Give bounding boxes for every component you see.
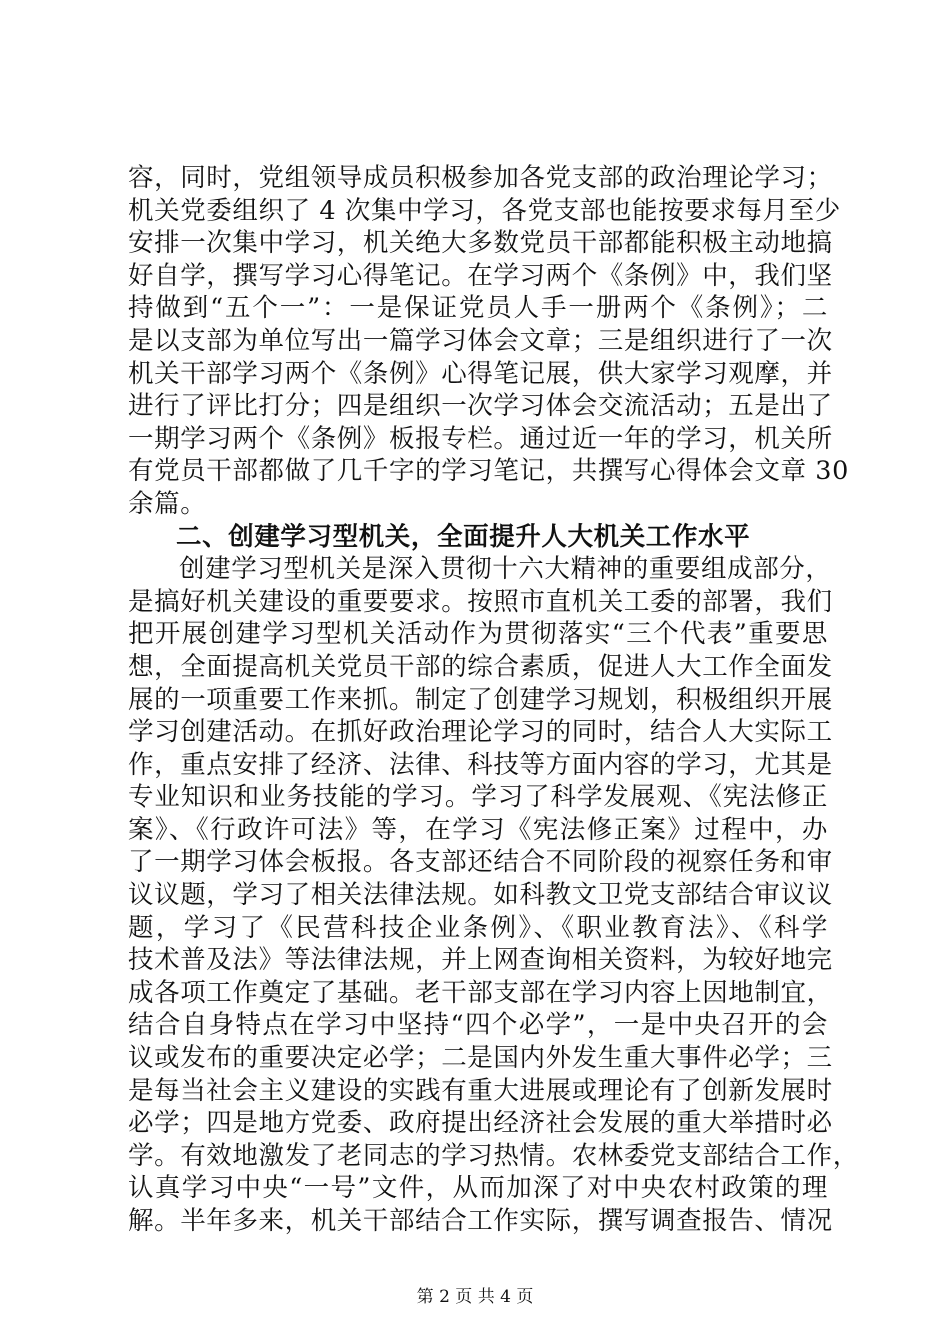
text-line: 展的一项重要工作来抓。制定了创建学习规划，积极组织开展 (128, 684, 833, 715)
body-text (128, 162, 859, 1238)
text-line: 技术普及法》等法律法规，并上网查询相关资料，为较好地完 (128, 945, 833, 976)
text-line: 把开展创建学习型机关活动作为贯彻落实“三个代表”重要思 (128, 619, 828, 650)
text-line: 题，学习了《民营科技企业条例》、《职业教育法》、《科学 (128, 912, 828, 943)
text-line: 有党员干部都做了几千字的学习笔记，共撰写心得体会文章 30 (128, 456, 849, 487)
text-line: 议或发布的重要决定必学；二是国内外发生重大事件必学；三 (128, 1043, 833, 1074)
text-line: 成各项工作奠定了基础。老干部支部在学习内容上因地制宜， (128, 977, 833, 1008)
text-line: 作，重点安排了经济、法律、科技等方面内容的学习，尤其是 (128, 749, 833, 780)
text-line: 想，全面提高机关党员干部的综合素质，促进人大工作全面发 (128, 651, 833, 682)
text-line: 持做到“五个一”：一是保证党员人手一册两个《条例》；二 (128, 293, 828, 324)
text-line: 了一期学习体会板报。各支部还结合不同阶段的视察任务和审 (128, 847, 833, 878)
text-line: 是每当社会主义建设的实践有重大进展或理论有了创新发展时 (128, 1075, 833, 1106)
text-line: 是以支部为单位写出一篇学习体会文章；三是组织进行了一次 (128, 325, 833, 356)
text-line: 议议题，学习了相关法律法规。如科教文卫党支部结合审议议 (128, 880, 833, 911)
page-number-footer: 第 2 页 共 4 页 (416, 1287, 534, 1307)
text-line: 案》、《行政许可法》等，在学习《宪法修正案》过程中，办 (128, 814, 828, 845)
text-line: 一期学习两个《条例》板报专栏。通过近一年的学习，机关所 (128, 423, 833, 454)
text-line: 机关党委组织了 4 次集中学习，各党支部也能按要求每月至少 (128, 195, 841, 226)
text-line: 机关干部学习两个《条例》心得笔记展，供大家学习观摩，并 (128, 358, 833, 389)
text-line: 学习创建活动。在抓好政治理论学习的同时，结合人大实际工 (128, 717, 833, 748)
text-line: 安排一次集中学习，机关绝大多数党员干部都能积极主动地搞 (128, 228, 833, 259)
text-line: 解。半年多来，机关干部结合工作实际，撰写调查报告、情况 (128, 1206, 833, 1236)
text-line: 余篇。 (128, 488, 207, 519)
text-line: 结合自身特点在学习中坚持“四个必学”，一是中央召开的会 (128, 1010, 828, 1041)
text-line: 创建学习型机关是深入贯彻十六大精神的重要组成部分， (179, 554, 832, 585)
text-line: 好自学，撰写学习心得笔记。在学习两个《条例》中，我们坚 (128, 260, 833, 291)
text-line: 容，同时，党组领导成员积极参加各党支部的政治理论学习； (128, 163, 833, 193)
text-line: 进行了评比打分；四是组织一次学习体会交流活动；五是出了 (128, 391, 833, 422)
text-line: 必学；四是地方党委、政府提出经济社会发展的重大举措时必 (128, 1108, 833, 1139)
text-line: 是搞好机关建设的重要要求。按照市直机关工委的部署，我们 (128, 586, 833, 617)
text-line: 认真学习中央“一号”文件，从而加深了对中央农村政策的理 (128, 1173, 828, 1204)
section-heading: 二、创建学习型机关，全面提升人大机关工作水平 (176, 521, 751, 552)
text-line: 学。有效地激发了老同志的学习热情。农林委党支部结合工作， (128, 1140, 859, 1171)
text-line: 专业知识和业务技能的学习。学习了科学发展观、《宪法修正 (128, 782, 828, 813)
